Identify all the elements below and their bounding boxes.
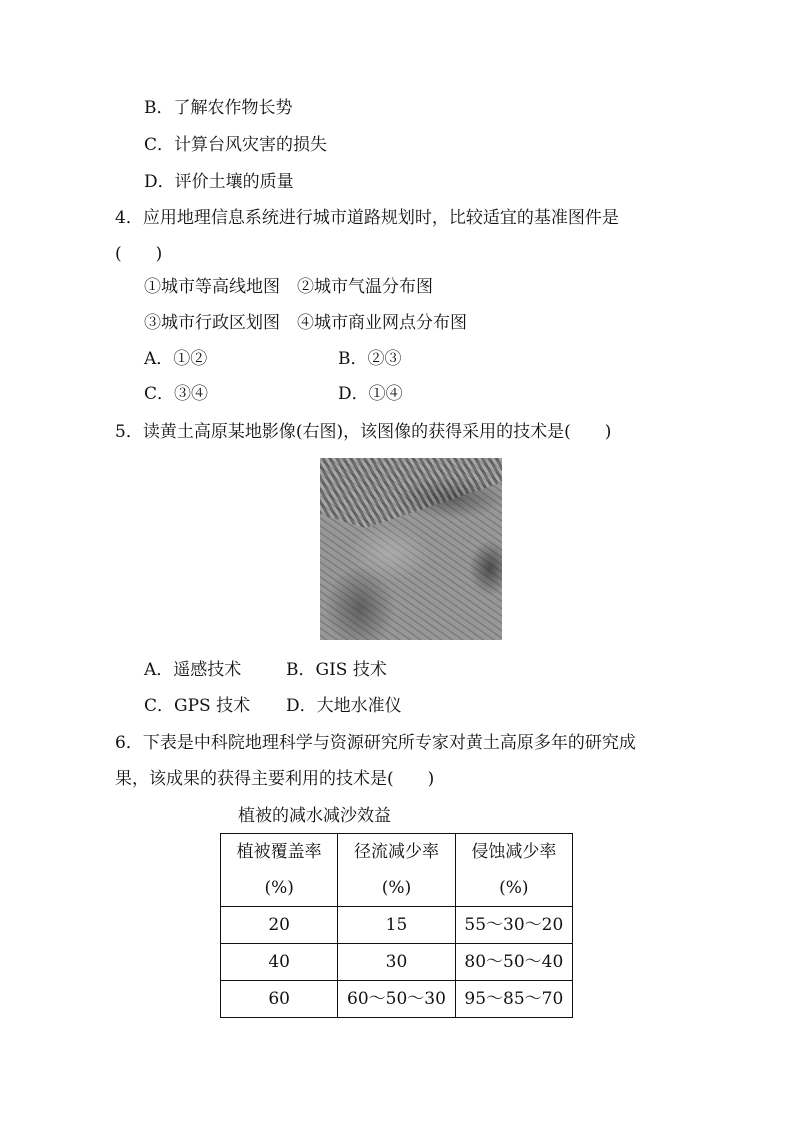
q5-option-a: A．遥感技术 xyxy=(144,660,242,680)
q5-stem: 5．读黄土高原某地影像(右图)，该图像的获得采用的技术是( ) xyxy=(115,422,612,442)
data-table xyxy=(220,833,573,1018)
q5-option-d: D．大地水准仪 xyxy=(286,696,402,716)
q3-option-c: C．计算台风灾害的损失 xyxy=(144,135,328,155)
table-row xyxy=(221,981,573,1018)
table-cell: 30 xyxy=(338,944,455,981)
q4-stem-line2: ( ) xyxy=(115,244,163,264)
table-cell: 15 xyxy=(338,907,455,944)
q4-option-a: A．①② xyxy=(144,349,208,369)
header-name: 径流减少率 xyxy=(353,842,439,862)
table-cell: 40 xyxy=(221,944,338,981)
table-header-row xyxy=(221,834,573,907)
table-cell: 80～50～40 xyxy=(455,944,572,981)
table-row xyxy=(221,944,573,981)
q5-option-b: B．GIS 技术 xyxy=(286,660,387,680)
q5-option-c: C．GPS 技术 xyxy=(144,696,251,716)
table-cell: 55～30～20 xyxy=(455,907,572,944)
header-cell xyxy=(338,834,455,907)
q4-items-line1: ①城市等高线地图 ②城市气温分布图 xyxy=(144,277,433,297)
header-unit: (%) xyxy=(381,878,412,898)
header-cell xyxy=(455,834,572,907)
table-cell: 60～50～30 xyxy=(338,981,455,1018)
q4-items-line2: ③城市行政区划图 ④城市商业网点分布图 xyxy=(144,313,467,333)
header-name: 侵蚀减少率 xyxy=(471,842,557,862)
q4-option-c: C．③④ xyxy=(144,384,209,404)
q6-stem-line1: 6．下表是中科院地理科学与资源研究所专家对黄土高原多年的研究成 xyxy=(115,733,636,753)
table-title: 植被的减水减沙效益 xyxy=(238,806,391,826)
table-cell: 20 xyxy=(221,907,338,944)
q6-stem-line2: 果，该成果的获得主要利用的技术是( ) xyxy=(115,769,435,789)
header-unit: (%) xyxy=(264,878,294,898)
q4-option-d: D．①④ xyxy=(338,384,403,404)
q4-stem-line1: 4．应用地理信息系统进行城市道路规划时，比较适宜的基准图件是 xyxy=(115,208,619,228)
header-name: 植被覆盖率 xyxy=(236,842,322,862)
table-row xyxy=(221,907,573,944)
header-cell xyxy=(221,834,338,907)
q3-option-b: B．了解农作物长势 xyxy=(144,98,293,118)
terrain-ridge-shading xyxy=(320,458,502,528)
q4-option-b: B．②③ xyxy=(338,349,402,369)
table-cell: 95～85～70 xyxy=(455,981,572,1018)
table-cell: 60 xyxy=(221,981,338,1018)
satellite-image xyxy=(320,458,502,640)
header-unit: (%) xyxy=(499,878,529,898)
q3-option-d: D．评价土壤的质量 xyxy=(144,172,294,192)
